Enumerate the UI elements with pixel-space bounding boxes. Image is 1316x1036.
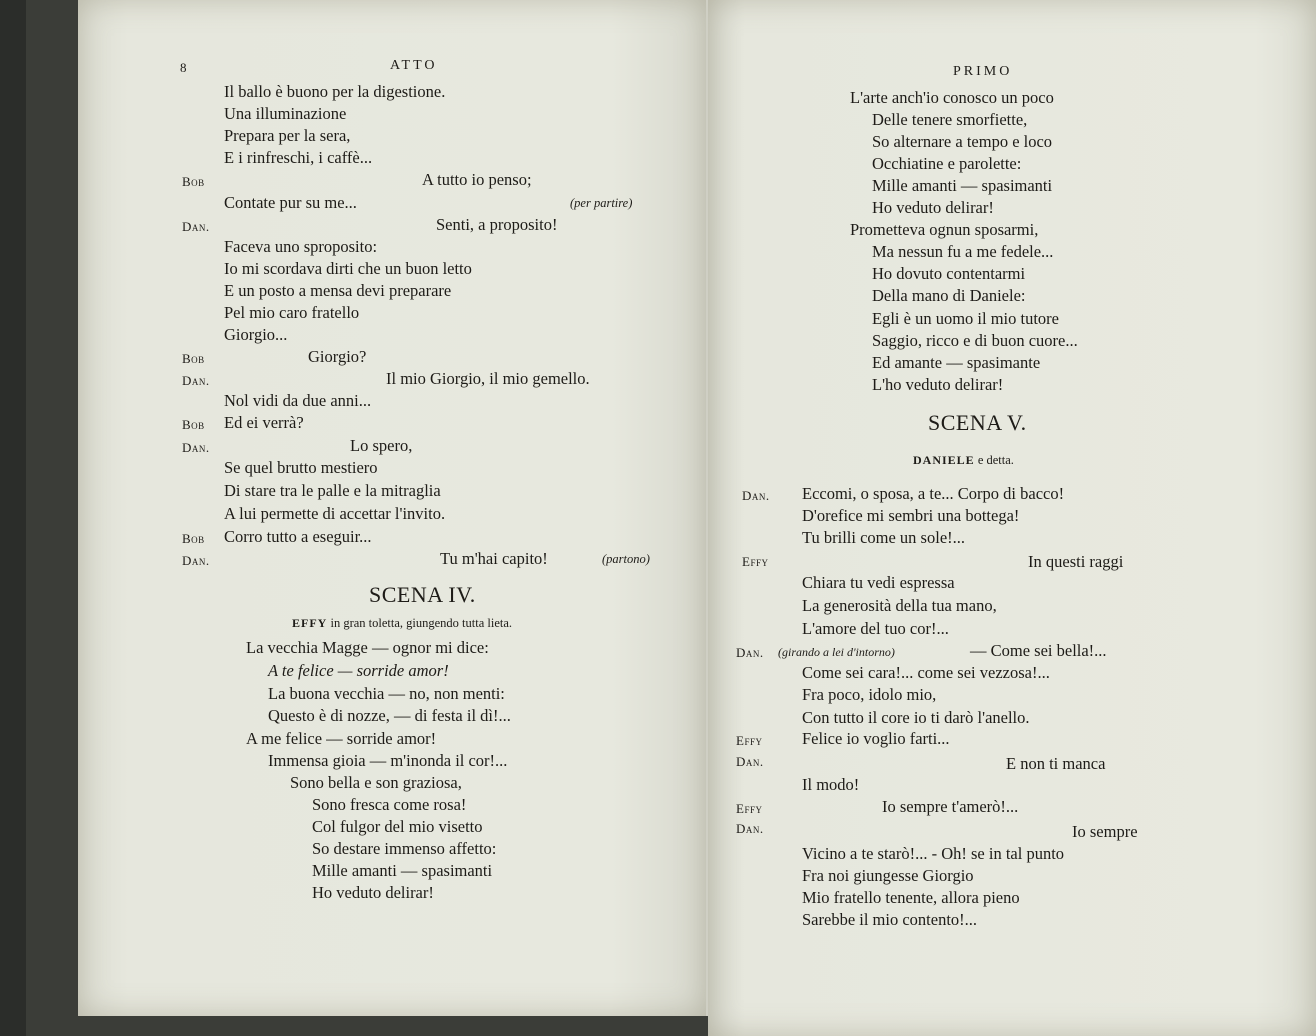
text-line: Nol vidi da due anni...: [224, 391, 372, 410]
text-line: E i rinfreschi, i caffè...: [224, 148, 373, 167]
verse-line: Immensa gioia — m'inonda il cor!...: [268, 751, 508, 770]
verse-line: Mille amanti — spasimanti: [312, 861, 493, 880]
character-name: DANIELE: [913, 453, 975, 467]
text-line: Il modo!: [802, 775, 860, 794]
speaker-label: Dan.: [742, 488, 770, 503]
speaker-label: Dan.: [182, 553, 210, 568]
verse-line: Prometteva ognun sposarmi,: [850, 220, 1039, 239]
text-line: Io sempre t'amerò!...: [882, 797, 1019, 816]
text-line: Sarebbe il mio contento!...: [802, 910, 978, 929]
speaker-label: Bob: [182, 174, 205, 189]
text-line: Tu m'hai capito!: [440, 549, 548, 568]
background-edge: [0, 0, 26, 1036]
text-line: Mio fratello tenente, allora pieno: [802, 888, 1020, 907]
scene-title: SCENA IV.: [369, 582, 476, 607]
text-line: Se quel brutto mestiero: [224, 458, 378, 477]
text-line: Tu brilli come un sole!...: [802, 528, 966, 547]
verse-line: La buona vecchia — no, non menti:: [268, 684, 505, 703]
verse-line: Ho veduto delirar!: [872, 198, 994, 217]
speaker-label: Dan.: [736, 821, 764, 836]
verse-line: Saggio, ricco e di buon cuore...: [872, 331, 1078, 350]
text-line: Giorgio?: [308, 347, 367, 366]
speaker-label: Effy: [736, 733, 763, 748]
text-line: Il ballo è buono per la digestione.: [224, 82, 446, 101]
speaker-label: Effy: [736, 801, 763, 816]
speaker-label: Dan.: [736, 754, 764, 769]
character-name: EFFY: [292, 616, 328, 630]
verse-line: L'arte anch'io conosco un poco: [850, 88, 1054, 107]
verse-line: Col fulgor del mio visetto: [312, 817, 483, 836]
text-line: A lui permette di accettar l'invito.: [224, 504, 446, 523]
text-line: D'orefice mi sembri una bottega!: [802, 506, 1020, 525]
verse-line: Delle tenere smorfiette,: [872, 110, 1028, 129]
text-line: Corro tutto a eseguir...: [224, 527, 372, 546]
text-line: Io mi scordava dirti che un buon letto: [224, 259, 472, 278]
text-line: Giorgio...: [224, 325, 288, 344]
verse-line: Della mano di Daniele:: [872, 286, 1026, 305]
stage-direction: (girando a lei d'intorno): [778, 645, 895, 659]
text-line: E un posto a mensa devi preparare: [224, 281, 452, 300]
scene-intro: [292, 614, 512, 632]
text-line: Io sempre: [1072, 822, 1138, 841]
stage-direction: (partono): [602, 552, 650, 566]
text-line: Pel mio caro fratello: [224, 303, 360, 322]
text-line: Una illuminazione: [224, 104, 347, 123]
text-line: Prepara per la sera,: [224, 126, 351, 145]
text-line: Il mio Giorgio, il mio gemello.: [386, 369, 590, 388]
text-line: Chiara tu vedi espressa: [802, 573, 955, 592]
scene-intro-text: e detta.: [977, 453, 1014, 467]
speaker-label: Dan.: [182, 219, 210, 234]
verse-line: Egli è un uomo il mio tutore: [872, 309, 1059, 328]
text-line: Senti, a proposito!: [436, 215, 558, 234]
speaker-label: Bob: [182, 531, 205, 546]
text-line: Di stare tra le palle e la mitraglia: [224, 481, 441, 500]
text-line: A tutto io penso;: [422, 170, 532, 189]
text-line: L'amore del tuo cor!...: [802, 619, 949, 638]
scene-title: SCENA V.: [928, 410, 1027, 435]
speaker-label: Bob: [182, 351, 205, 366]
text-line: In questi raggi: [1028, 552, 1124, 571]
text-line: La generosità della tua mano,: [802, 596, 997, 615]
verse-line: Mille amanti — spasimanti: [872, 176, 1053, 195]
text-line: Felice io voglio farti...: [802, 729, 950, 748]
verse-line: So alternare a tempo e loco: [872, 132, 1053, 151]
running-header-left: ATTO: [390, 58, 438, 73]
text-line: — Come sei bella!...: [970, 641, 1107, 660]
speaker-label: Dan.: [182, 373, 210, 388]
scene-intro-text: in gran toletta, giungendo tutta lieta.: [330, 616, 513, 630]
right-page: [708, 0, 1316, 1036]
verse-line: Ed amante — spasimante: [872, 353, 1041, 372]
text-line: Faceva uno sproposito:: [224, 237, 378, 256]
left-page: [78, 0, 708, 1016]
speaker-label: Dan.: [182, 440, 210, 455]
text-line: Vicino a te starò!... - Oh! se in tal punto: [802, 844, 1065, 863]
text-line: Contate pur su me...: [224, 193, 357, 212]
text-line: E non ti manca: [1006, 754, 1106, 773]
text-line: Come sei cara!... come sei vezzosa!...: [802, 663, 1050, 682]
text-line: Eccomi, o sposa, a te... Corpo di bacco!: [802, 484, 1065, 503]
text-line: Lo spero,: [350, 436, 413, 455]
scene-intro: [913, 451, 1014, 469]
text-line: Ed ei verrà?: [224, 413, 304, 432]
verse-line: Occhiatine e parolette:: [872, 154, 1022, 173]
speaker-label: Bob: [182, 417, 205, 432]
verse-line: A me felice — sorride amor!: [246, 729, 437, 748]
text-line: Fra poco, idolo mio,: [802, 685, 937, 704]
running-header-right: PRIMO: [953, 64, 1013, 79]
text-line: Fra noi giungesse Giorgio: [802, 866, 974, 885]
page-number: 8: [180, 60, 187, 75]
verse-line: Sono bella e son graziosa,: [290, 773, 462, 792]
speaker-label: Dan.: [736, 645, 764, 660]
text-line: Con tutto il core io ti darò l'anello.: [802, 708, 1030, 727]
verse-line: Ho veduto delirar!: [312, 883, 434, 902]
verse-line: Ho dovuto contentarmi: [872, 264, 1026, 283]
stage-direction: (per partire): [570, 196, 633, 210]
verse-line: La vecchia Magge — ognor mi dice:: [246, 638, 489, 657]
verse-line: Questo è di nozze, — di festa il dì!...: [268, 706, 511, 725]
verse-line: Ma nessun fu a me fedele...: [872, 242, 1054, 261]
speaker-label: Effy: [742, 554, 769, 569]
verse-line: A te felice — sorride amor!: [268, 661, 449, 680]
verse-line: Sono fresca come rosa!: [312, 795, 467, 814]
verse-line: L'ho veduto delirar!: [872, 375, 1004, 394]
verse-line: So destare immenso affetto:: [312, 839, 497, 858]
